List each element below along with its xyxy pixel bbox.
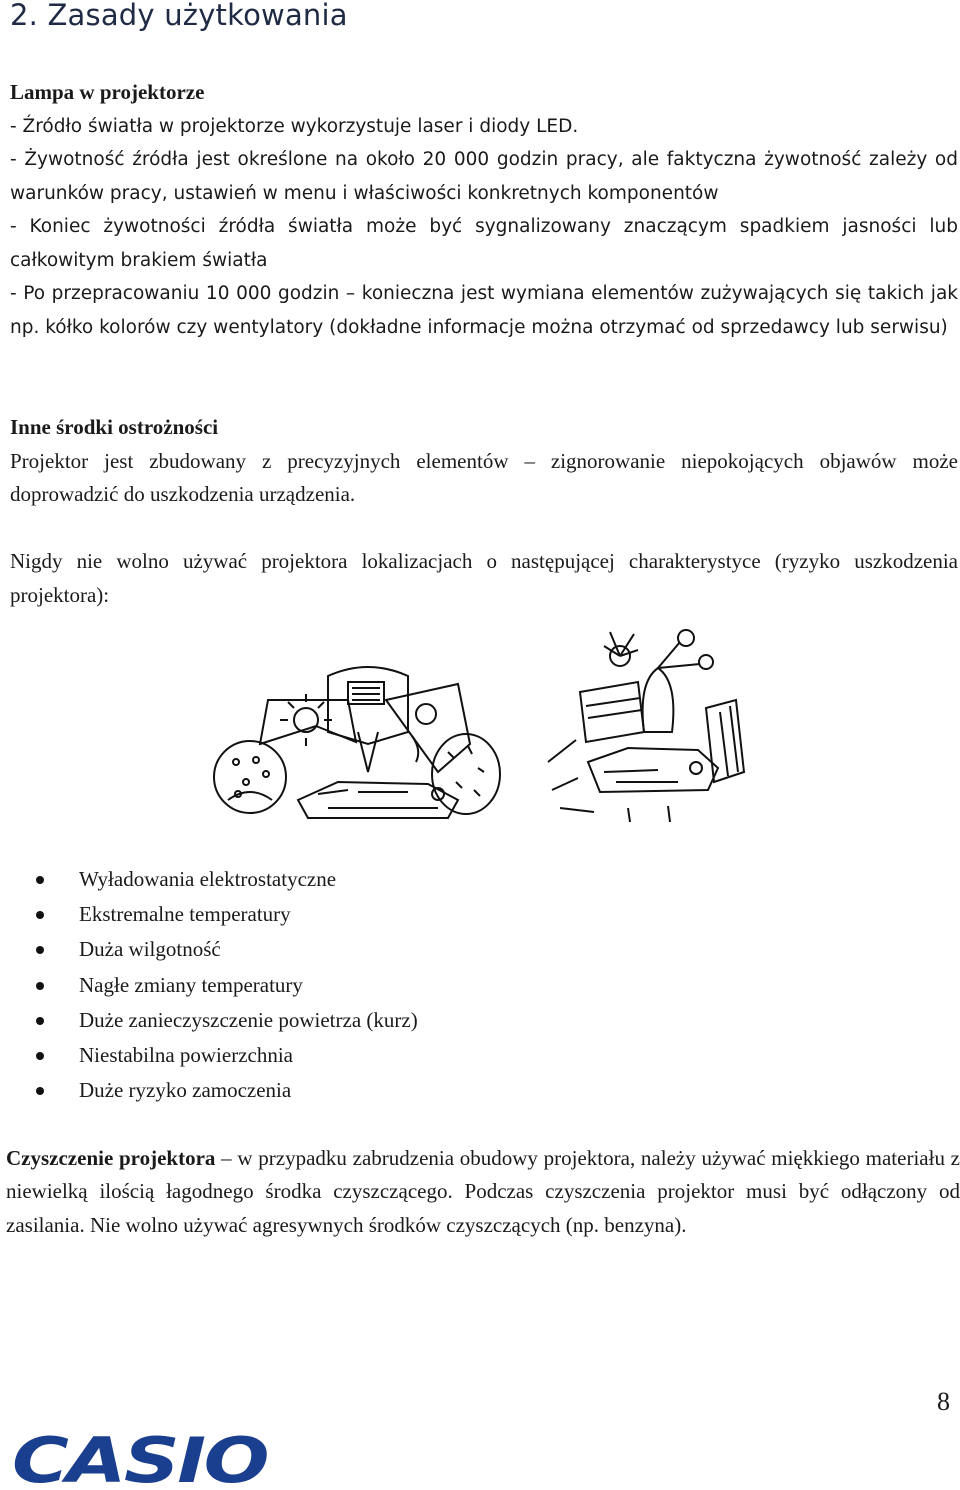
snow-icon [214,741,286,813]
dust-icon [432,734,500,814]
page-heading: 2. Zasady użytkowania [10,0,348,32]
sun-icon [260,694,356,746]
list-item: Duża wilgotność [36,932,418,967]
lamp-line-1: - Źródło światła w projektorze wykorzystuje laser i diody LED. [10,115,579,137]
precautions-section [10,411,958,512]
hazard-illustration [208,622,768,832]
list-item: Wyładowania elektrostatyczne [36,862,418,897]
list-item: Ekstremalne temperatury [36,897,418,932]
casio-logo [12,1428,272,1488]
list-item: Nagłe zmiany temperatury [36,968,418,1003]
cleaning-title: Czyszczenie projektora [6,1146,216,1170]
precautions-title: Inne środki ostrożności [10,415,219,439]
projector-icon [588,748,718,792]
never-use-text: Nigdy nie wolno używać projektora lokalizacjach o następującej charakterystyce (ryzyko uszkodzenia projektora): [10,549,958,607]
precautions-text: Projektor jest zbudowany z precyzyjnych elementów – zignorowanie niepokojących objawów może doprowadzić do uszkodzenia urządzenia. [10,448,958,506]
list-item: Niestabilna powierzchnia [36,1038,418,1073]
lamp-line-2: - Żywotność źródła jest określone na około 20 000 godzin pracy, ale faktyczna żywotność zależy od warunków pracy, ustawień w menu i właściwości konkretnych komponentów [10,149,958,204]
list-item: Duże ryzyko zamoczenia [36,1073,418,1108]
lamp-line-4: - Po przepracowaniu 10 000 godzin – konieczna jest wymiana elementów zużywających się takich jak np. kółko kolorów czy wentylatory (dokładne informacje można otrzymać od sprzedawcy lub serwisu) [10,283,958,338]
lamp-section [10,76,958,344]
lamp-line-3: - Koniec żywotności źródła światła może być sygnalizowany znaczącym spadkiem jasności lub całkowitym brakiem światła [10,216,958,271]
cleaning-paragraph [6,1142,960,1242]
cleaning-text: – w przypadku zabrudzenia obudowy projektora, należy używać miękkiego materiału z niewielką ilością łagodnego środka czyszczącego. Podczas czyszczenia projektor musi być odłączony od zasilania. Nie wolno używać agresywnych środków czyszczących (np. benzyna). [6,1146,960,1237]
list-item: Duże zanieczyszczenie powietrza (kurz) [36,1003,418,1038]
page-number: 8 [937,1387,950,1416]
brand-logo-text: CASIO [12,1428,268,1488]
smoke-icon [386,684,470,772]
lamp-section-title: Lampa w projektorze [10,80,205,104]
heater-icon [328,667,408,772]
flower-vase-icon [604,630,713,732]
hazard-list [36,862,418,1108]
